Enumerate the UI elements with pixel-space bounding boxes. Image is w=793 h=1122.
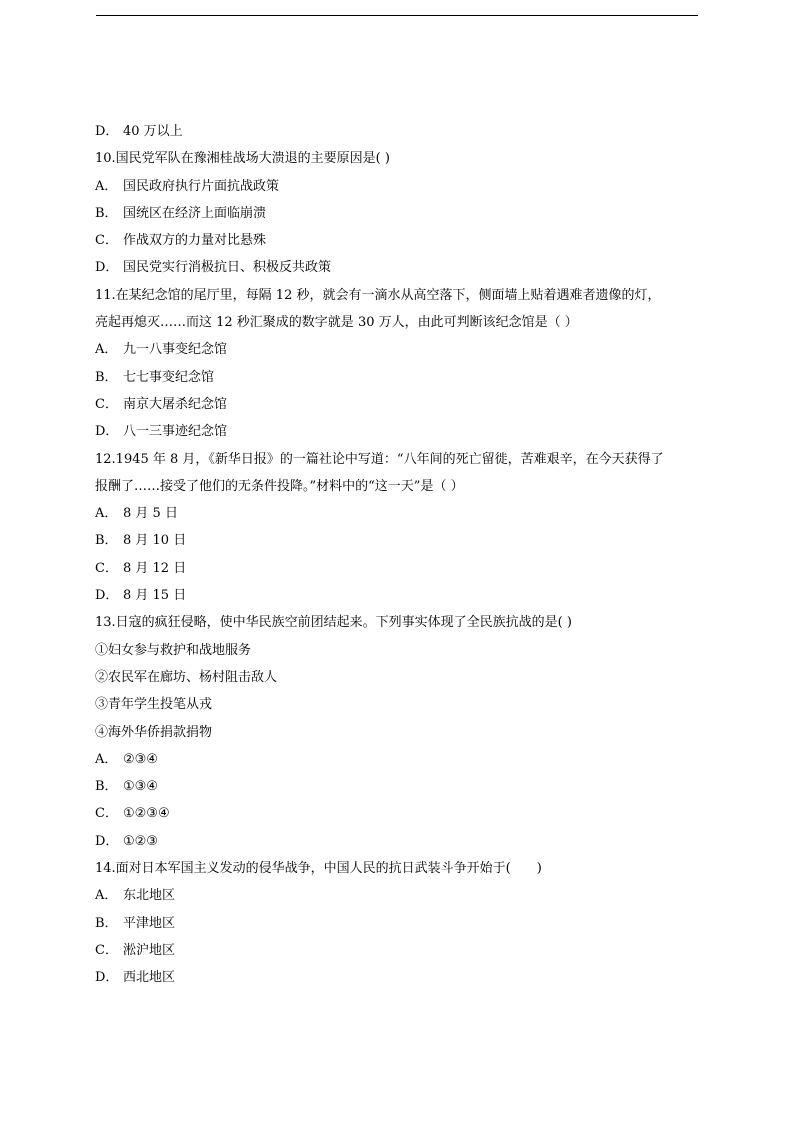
option-q12-b [95,527,701,554]
option-text: 九一八事变纪念馆 [123,342,228,358]
option-text: 国民党实行消极抗日、积极反共政策 [123,260,332,276]
question-13-item-3: ③青年学生投笔从戎 [95,697,213,713]
option-letter: B． [95,915,118,931]
option-letter: B． [95,205,118,221]
option-text: ①②③ [123,833,158,849]
question-10-stem: 10.国民党军队在豫湘桂战场大溃退的主要原因是( ) [95,151,390,167]
option-letter: C． [95,942,118,958]
option-letter: B． [95,779,118,795]
option-q12-a [95,500,701,527]
option-letter: D． [95,260,119,276]
question-13-item-1: ①妇女参与救护和战地服务 [95,642,252,658]
option-q10-d [95,254,701,281]
option-text: 国统区在经济上面临崩溃 [123,205,267,221]
option-q14-d [95,964,701,991]
option-q14-a [95,882,701,909]
option-q12-d [95,582,701,609]
question-13-item-2: ②农民军在廊坊、杨村阻击敌人 [95,669,278,685]
option-letter: A． [95,506,118,522]
option-q11-b [95,364,701,391]
option-text: 8 月 12 日 [123,560,187,576]
question-12-stem-line-1: 12.1945 年 8 月，《新华日报》的一篇社论中写道：“八年间的死亡留徙，苦难艰辛，在今天获得了 [95,451,664,467]
option-letter: B． [95,369,118,385]
option-text: 40 万以上 [123,124,183,139]
option-q13-c [95,800,701,827]
option-text: 8 月 15 日 [123,588,187,604]
option-text: 8 月 10 日 [123,533,187,549]
option-letter: C． [95,396,118,412]
option-text: 八一三事迹纪念馆 [123,424,228,440]
option-text: 平津地区 [123,915,176,931]
option-text: ①③④ [123,779,158,795]
option-text: 国民政府执行片面抗战政策 [123,178,280,194]
option-q14-c [95,937,701,964]
option-q10-c [95,227,701,254]
option-letter: D． [95,970,119,986]
option-q12-c [95,555,701,582]
option-letter: D． [95,588,119,604]
exam-page-content [95,118,701,992]
option-q10-a [95,173,701,200]
option-letter: D． [95,124,119,139]
option-text: ②③④ [123,751,158,767]
option-text: 淞沪地区 [123,942,176,958]
option-letter: C． [95,560,118,576]
option-q9-d [95,118,701,145]
option-letter: A． [95,751,118,767]
option-text: 南京大屠杀纪念馆 [123,396,228,412]
option-letter: D． [95,424,119,440]
option-text: 七七事变纪念馆 [123,369,215,385]
option-letter: B． [95,533,118,549]
option-q13-a [95,746,701,773]
option-letter: C． [95,806,118,822]
option-q11-c [95,391,701,418]
option-text: 西北地区 [123,970,176,986]
question-11-stem-line-1: 11.在某纪念馆的尾厅里，每隔 12 秒，就会有一滴水从高空落下，侧面墙上贴着遇难者遗像的灯， [95,287,661,303]
question-11-stem-line-2: 亮起再熄灭……而这 12 秒汇聚成的数字就是 30 万人，由此可判断该纪念馆是（ ） [95,315,578,331]
option-letter: A． [95,888,118,904]
option-text: 作战双方的力量对比悬殊 [123,233,267,249]
option-q11-a [95,336,701,363]
question-12-stem-line-2: 报酬了……接受了他们的无条件投降。”材料中的“这一天”是（ ） [95,478,464,494]
option-letter: A． [95,342,118,358]
option-q10-b [95,200,701,227]
option-text: 8 月 5 日 [123,506,178,522]
option-letter: C． [95,233,118,249]
header-rule [96,15,698,16]
option-letter: A． [95,178,118,194]
option-text: 东北地区 [123,888,176,904]
question-13-item-4: ④海外华侨捐款捐物 [95,724,213,740]
option-letter: D． [95,833,119,849]
question-13-stem: 13.日寇的疯狂侵略，使中华民族空前团结起来。下列事实体现了全民族抗战的是( ) [95,615,572,631]
option-q11-d [95,418,701,445]
option-q13-d [95,828,701,855]
option-q13-b [95,773,701,800]
option-q14-b [95,910,701,937]
question-14-stem: 14.面对日本军国主义发动的侵华战争，中国人民的抗日武装斗争开始于( ) [95,861,542,877]
option-text: ①②③④ [123,806,170,822]
